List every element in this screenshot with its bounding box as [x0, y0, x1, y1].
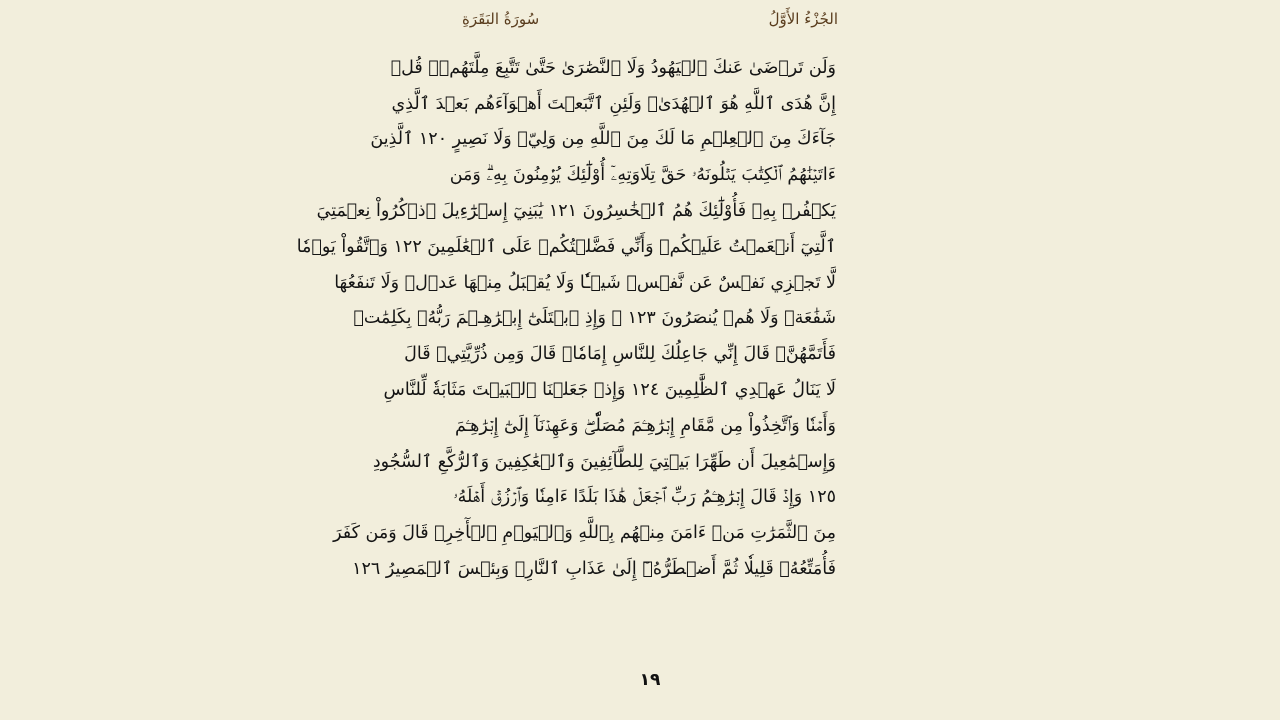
text-line — [404, 336, 836, 372]
surah-name: سُورَةُ البَقَرَةِ — [462, 10, 540, 28]
text-line — [353, 301, 836, 337]
text-line-content: مِنَ ٱلثَّمَرَٰتِ مَنۡ ءَامَنَ مِنۡهُم بِٱللَّهِ وَٱلۡيَوۡمِ ٱلۡأٓخِرِۚ قَالَ وَمَن كَفَرَ — [333, 523, 836, 544]
text-line-content: إِنَّ هُدَى ٱللَّهِ هُوَ ٱلۡهُدَىٰۗ وَلَئِنِ ٱتَّبَعۡتَ أَهۡوَآءَهُم بَعۡدَ ٱلَّذِي — [391, 93, 836, 114]
text-line — [449, 157, 836, 193]
text-line — [390, 50, 836, 86]
text-line — [391, 86, 836, 122]
text-line-content: لَّا تَجۡزِي نَفۡسٌ عَن نَّفۡسٖ شَيۡـٔٗا وَلَا يُقۡبَلُ مِنۡهَا عَدۡلٞ وَلَا تَنفَعُهَا — [334, 272, 836, 293]
page-number: ١٩ — [639, 670, 661, 690]
page-header — [462, 4, 838, 34]
text-line — [334, 265, 836, 301]
text-line-content: لَا يَنَالُ عَهۡدِي ٱلظَّٰلِمِينَ ١٢٤ وَإِذۡ جَعَلۡنَا ٱلۡبَيۡتَ مَثَابَةٗ لِّلنَّاسِ — [383, 380, 836, 401]
text-line-content: وَإِسۡمَٰعِيلَ أَن طَهِّرَا بَيۡتِيَ لِلطَّآئِفِينَ وَٱلۡعَٰكِفِينَ وَٱلرُّكَّعِ ٱلسُّجُودِ — [372, 451, 836, 472]
verse-text-block — [296, 50, 836, 660]
text-line — [352, 551, 836, 587]
text-line — [316, 193, 836, 229]
text-line — [333, 515, 836, 551]
text-line-content: وَأَمۡنٗا وَٱتَّخِذُواْ مِن مَّقَامِ إِبۡرَٰهِـۧمَ مُصَلّٗىۖ وَعَهِدۡنَآ إِلَىٰٓ إِبۡرَٰهِـۧمَ — [455, 415, 836, 436]
text-line-content: جَآءَكَ مِنَ ٱلۡعِلۡمِ مَا لَكَ مِنَ ٱللَّهِ مِن وَلِيّٖ وَلَا نَصِيرٍ ١٢٠ ٱلَّذِينَ — [370, 129, 836, 150]
text-line-content: ٱلَّتِيٓ أَنۡعَمۡتُ عَلَيۡكُمۡ وَأَنِّي فَضَّلۡتُكُمۡ عَلَى ٱلۡعَٰلَمِينَ ١٢٢ وَٱتَّقُواْ يَوۡمٗا — [296, 236, 836, 257]
text-line-content: ءَاتَيۡنَٰهُمُ ٱلۡكِتَٰبَ يَتۡلُونَهُۥ حَقَّ تِلَاوَتِهِۦٓ أُوْلَٰٓئِكَ يُؤۡمِنُونَ بِهِۦۗ وَمَن — [449, 165, 836, 186]
text-line-content: وَلَن تَرۡضَىٰ عَنكَ ٱلۡيَهُودُ وَلَا ٱلنَّصَٰرَىٰ حَتَّىٰ تَتَّبِعَ مِلَّتَهُمۡۗ قُلۡ — [390, 57, 836, 78]
text-line — [296, 229, 836, 265]
text-line-content: فَأُمَتِّعُهُۥ قَلِيلٗا ثُمَّ أَضۡطَرُّهُۥٓ إِلَىٰ عَذَابِ ٱلنَّارِۖ وَبِئۡسَ ٱلۡمَصِيرُ ١٢٦ — [352, 559, 836, 580]
juz-name: الجُزْءُ الأَوَّلُ — [768, 10, 838, 28]
text-line — [383, 372, 836, 408]
text-line-content: فَأَتَمَّهُنَّۖ قَالَ إِنِّي جَاعِلُكَ لِلنَّاسِ إِمَامٗاۖ قَالَ وَمِن ذُرِّيَّتِيۖ قَالَ — [404, 344, 836, 365]
text-line — [372, 444, 836, 480]
text-line — [455, 408, 836, 444]
text-line-content: ١٢٥ وَإِذۡ قَالَ إِبۡرَٰهِـۧمُ رَبِّ ٱجۡعَلۡ هَٰذَا بَلَدًا ءَامِنٗا وَٱرۡزُقۡ أَهۡلَهُۥ — [453, 487, 836, 508]
text-line — [453, 480, 836, 516]
text-line-content: يَكۡفُرۡ بِهِۦ فَأُوْلَٰٓئِكَ هُمُ ٱلۡخَٰسِرُونَ ١٢١ يَٰبَنِيٓ إِسۡرَٰٓءِيلَ ٱذۡكُرُواْ نِعۡمَتِيَ — [316, 201, 836, 222]
text-line — [370, 122, 836, 158]
text-line-content: شَفَٰعَةٞ وَلَا هُمۡ يُنصَرُونَ ١٢٣ ۞ وَإِذِ ٱبۡتَلَىٰٓ إِبۡرَٰهِـۧمَ رَبُّهُۥ بِكَلِمَٰتٖ — [353, 308, 836, 329]
